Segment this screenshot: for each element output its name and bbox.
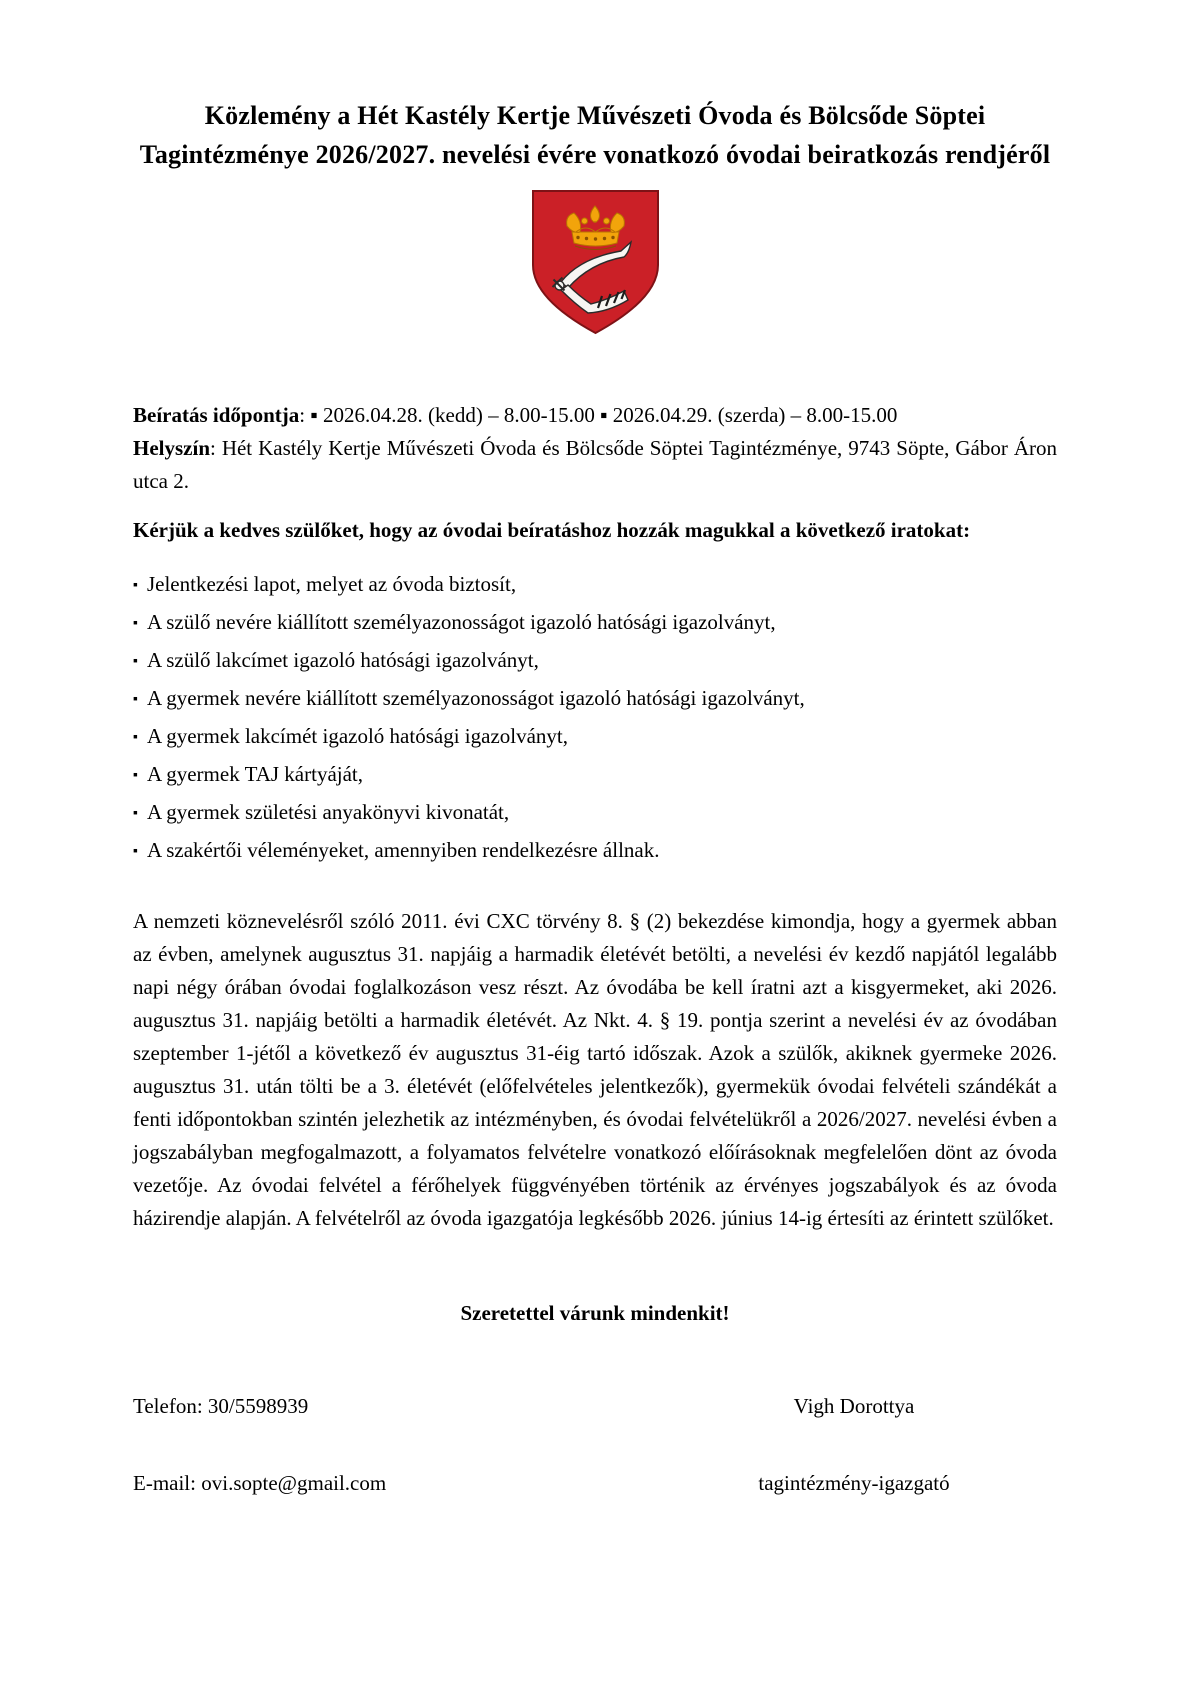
list-item-text: A gyermek lakcímét igazoló hatósági igazolványt, [146, 724, 569, 748]
email-text: E-mail: ovi.sopte@gmail.com [133, 1471, 387, 1495]
enrollment-date-value: : ▪ 2026.04.28. (kedd) – 8.00-15.00 ▪ 2026.04.29. (szerda) – 8.00-15.00 [299, 403, 898, 427]
footer-row-email [133, 1467, 1057, 1500]
page-title [133, 96, 1057, 174]
list-item [133, 643, 1057, 681]
bullet-icon: ▪ [133, 692, 138, 707]
bullet-icon: ▪ [133, 654, 138, 669]
list-item-text: A gyermek születési anyakönyvi kivonatát, [146, 800, 510, 824]
documents-list [133, 567, 1057, 871]
bullet-icon: ▪ [133, 768, 138, 783]
list-item [133, 833, 1057, 871]
location-value: : Hét Kastély Kertje Művészeti Óvoda és Bölcsőde Söptei Tagintézménye, 9743 Söpte, Gábor Áron utca 2. [133, 436, 1057, 493]
list-item [133, 757, 1057, 795]
coat-of-arms [133, 187, 1057, 337]
legal-paragraph: A nemzeti köznevelésről szóló 2011. évi CXC törvény 8. § (2) bekezdése kimondja, hogy a gyermek abban az évben, amelynek augusztus 31. napjáig a harmadik életévét betölti, a nevelési év kezdő napjától legalább napi négy órában óvodai foglalkozáson vesz részt. Az óvodába be kell íratni azt a kisgyermeket, aki 2026. augusztus 31. napjáig betölti a harmadik életévét. Az Nkt. 4. § 19. pontja szerint a nevelési év az óvodában szeptember 1-jétől a következő év augusztus 31-éig tartó időszak. Azok a szülők, akiknek gyermeke 2026. augusztus 31. után tölti be a 3. életévét (előfelvételes jelentkezők), gyermekük óvodai felvételi szándékát a fenti időpontokban szintén jelezhetik az intézményben, és óvodai felvételükről a 2026/2027. nevelési évben a jogszabályban megfogalmazott, a folyamatos felvételre vonatkozó előírásoknak megfelelően dönt az óvoda vezetője. Az óvodai felvétel a férőhelyek függvényében történik az érvényes jogszabályok és az óvoda házirendje alapján. A felvételről az óvoda igazgatója legkésőbb 2026. június 14-ig értesíti az érintett szülőket. [133, 909, 1057, 1230]
documents-request: Kérjük a kedves szülőket, hogy az óvodai beíratáshoz hozzák magukkal a következő iratokat: [133, 518, 971, 542]
list-item-text: A szülő nevére kiállított személyazonosságot igazoló hatósági igazolványt, [146, 610, 776, 634]
closing-line: Szeretettel várunk mindenkit! [460, 1301, 730, 1325]
list-item [133, 567, 1057, 605]
list-item [133, 795, 1057, 833]
list-item [133, 719, 1057, 757]
list-item-text: A gyermek nevére kiállított személyazonosságot igazoló hatósági igazolványt, [146, 686, 805, 710]
bullet-icon: ▪ [133, 730, 138, 745]
page-title-line2: Tagintézménye 2026/2027. nevelési évére vonatkozó óvodai beiratkozás rendjéről [139, 140, 1051, 169]
enrollment-date-label: Beíratás időpontja [133, 403, 300, 427]
phone-text: Telefon: 30/5598939 [133, 1394, 309, 1418]
bullet-icon: ▪ [133, 616, 138, 631]
list-item [133, 605, 1057, 643]
footer-row-phone [133, 1390, 1057, 1423]
coat-of-arms-image [528, 187, 663, 337]
list-item-text: Jelentkezési lapot, melyet az óvoda biztosít, [146, 572, 517, 596]
list-item-text: A gyermek TAJ kártyáját, [146, 762, 364, 786]
list-item-text: A szakértői véleményeket, amennyiben rendelkezésre állnak. [146, 838, 660, 862]
signer-title: tagintézmény-igazgató [758, 1471, 950, 1495]
bullet-icon: ▪ [133, 578, 138, 593]
list-item-text: A szülő lakcímet igazoló hatósági igazolványt, [146, 648, 539, 672]
signer-name: Vigh Dorottya [793, 1394, 915, 1418]
location-label: Helyszín [133, 436, 210, 460]
bullet-icon: ▪ [133, 806, 138, 821]
page-title-line1: Közlemény a Hét Kastély Kertje Művészeti Óvoda és Bölcsőde Söptei [204, 101, 986, 130]
location-line [133, 432, 1057, 498]
bullet-icon: ▪ [133, 844, 138, 859]
enrollment-date-line [133, 399, 1057, 432]
list-item [133, 681, 1057, 719]
